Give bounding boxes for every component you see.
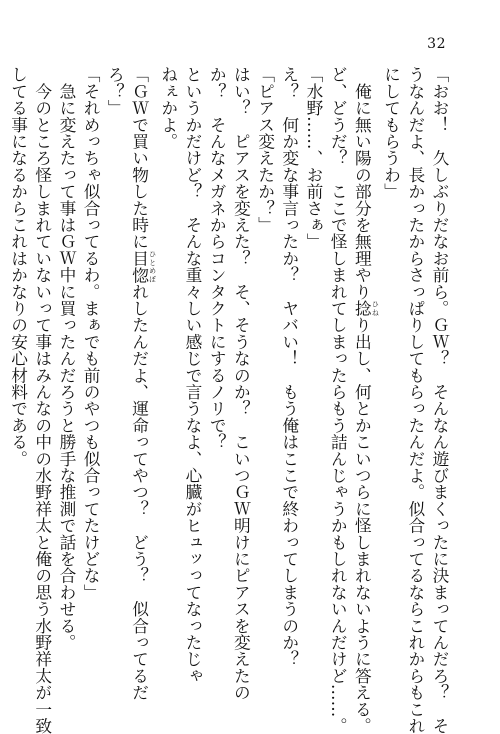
ruby-hitomebo <box>129 249 157 284</box>
text-line-13-head: 「ＧＷで買い物した時に <box>129 66 150 250</box>
text-line-12: ねぇかよ。 <box>158 66 179 150</box>
ruby-hine-reading: ひね <box>371 299 380 317</box>
text-line-5: ど、どうだ？ ここで怪しまれてしまったらもう詰んじゃうかもしれないんだけど……。 <box>328 66 349 734</box>
text-line-17: 今のところ怪しまれていないって事はみんなの中の水野祥太と俺の思う水野祥太が一致 <box>32 66 53 734</box>
text-line-4-head: 俺に無い陽の部分を無理やり <box>352 66 373 300</box>
text-line-14: ろ？」 <box>105 66 126 117</box>
text-line-16: 急に変えたって事はＧＷ中に買ったんだろうと勝手な推測で話を合わせる。 <box>56 66 77 651</box>
text-line-15: 「それめっちゃ似合ってるわ。まぁでも前のやつも似合ってたけどな」 <box>81 66 102 601</box>
text-line-1: 「おお！ 久しぶりだなお前ら。ＧＷ？ そんなん遊びまくったに決まってんだろ？ そ <box>430 66 450 734</box>
text-line-11: というかだけど？ そんな重々しい感じで言うなよ、心臓がヒュッってなったじゃ <box>182 66 203 684</box>
text-line-9: はい？ ピアスを変えた？ そ、そうなのか？ こいつＧＷ明けにピアスを変えたの <box>231 66 252 701</box>
text-line-8: 「ピアス変えたか？」 <box>255 66 276 233</box>
text-line-13 <box>127 66 157 701</box>
ruby-hine <box>352 299 380 317</box>
text-line-3: にしてもらうわ」 <box>381 66 402 200</box>
text-line-2: うなんだよ、長かったからさっぱりしてもらったんだよ。似合ってるならこれからもこれ <box>405 66 426 734</box>
ruby-hitomebo-reading: ひとめぼ <box>148 249 157 284</box>
body-text <box>8 66 452 734</box>
text-line-10: か？ そんなメガネからコンタクトにするノリで？ <box>207 66 228 451</box>
text-line-4-tail: り出し、何とかこいつらに怪しまれないように答える。 <box>352 316 373 734</box>
text-line-13-tail: れしたんだよ、運命ってやつ？ どう？ 似合ってるだ <box>129 283 150 701</box>
text-line-7: え？ 何か変な事言ったか？ ヤバい！ もう俺はここで終わってしまうのか？ <box>279 66 300 668</box>
ruby-hine-base: 捻 <box>352 299 373 317</box>
text-line-6: 「水野……、お前さぁ」 <box>303 66 324 250</box>
page-number: 32 <box>427 36 446 52</box>
text-line-18: してる事になるからこれはかなりの安心材料である。 <box>8 66 29 467</box>
text-line-4 <box>350 66 380 734</box>
ruby-hitomebo-base: 目惚 <box>129 249 150 284</box>
